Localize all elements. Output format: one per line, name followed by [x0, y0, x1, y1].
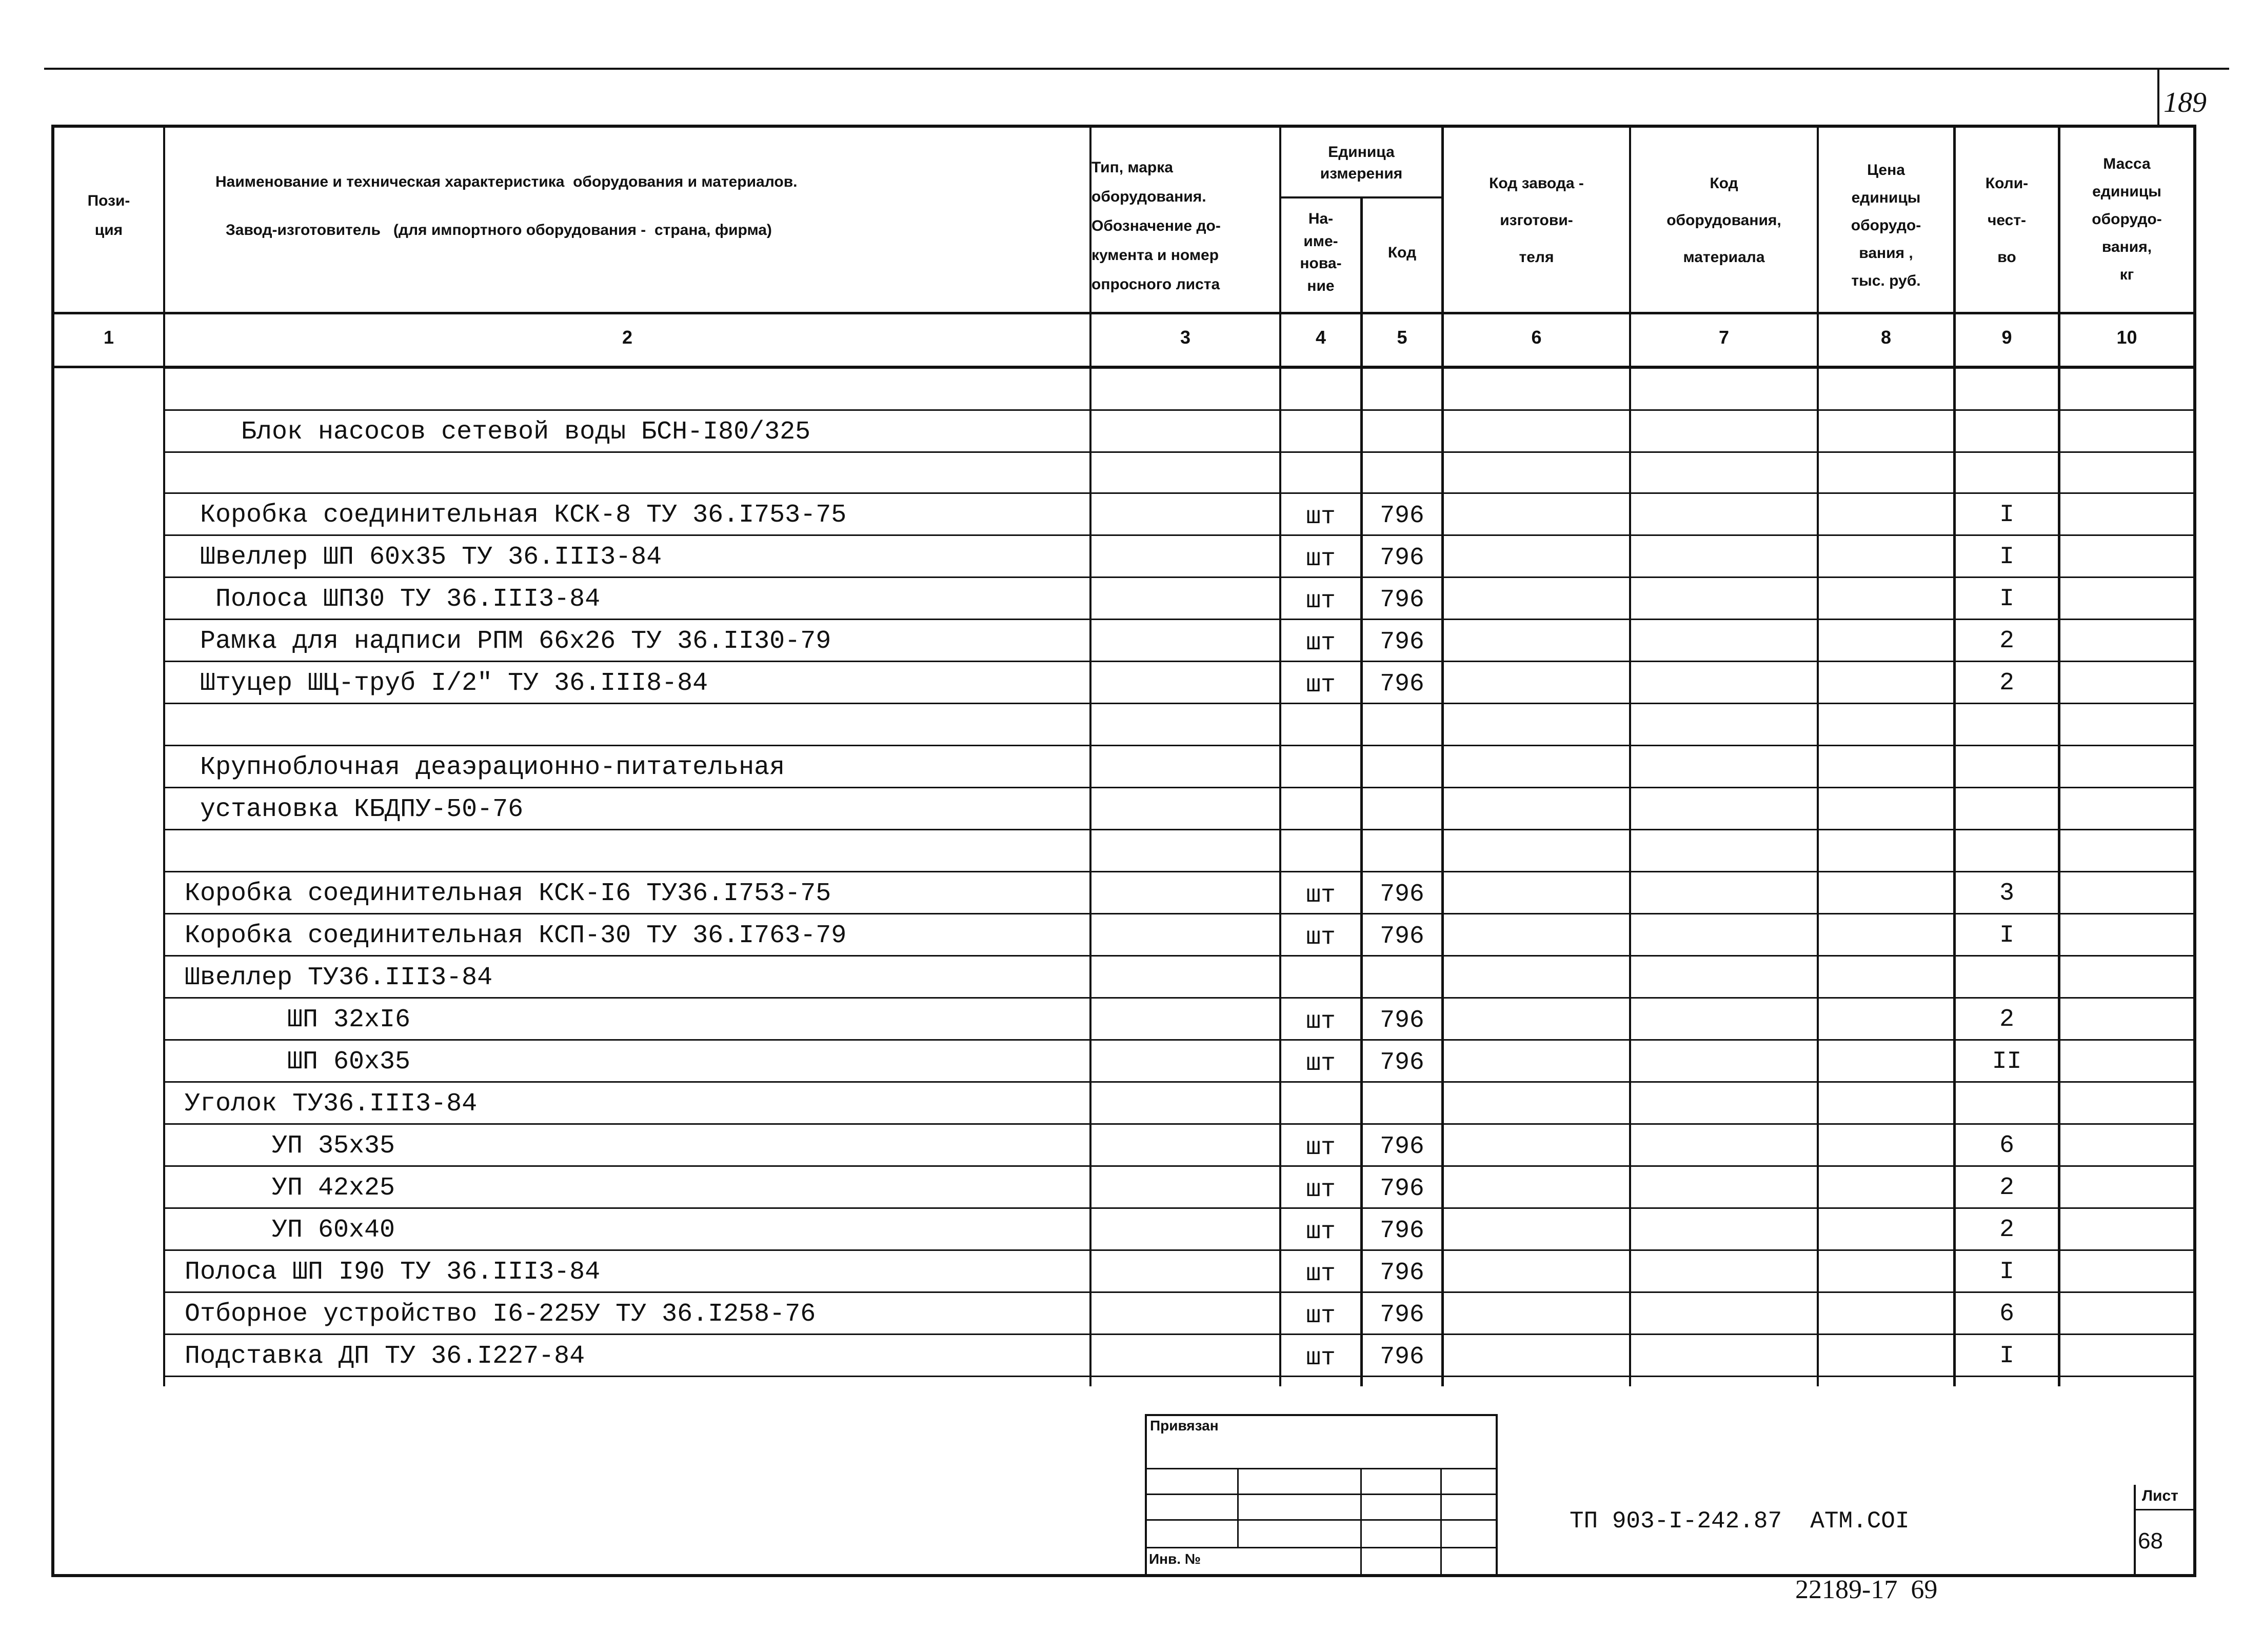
- item-name: Швеллер ТУ36.III3-84: [185, 963, 493, 992]
- row-separator: [165, 619, 2193, 620]
- item-name: УП 35х35: [272, 1131, 395, 1161]
- row-separator: [165, 576, 2193, 578]
- row-separator: [165, 913, 2193, 914]
- unit-code: 796: [1380, 628, 1424, 656]
- column-number-2: 2: [622, 327, 633, 348]
- unit-name: шт: [1306, 503, 1336, 531]
- quantity: I: [1999, 1342, 2014, 1370]
- column-number-9: 9: [2001, 327, 2012, 348]
- stamp-col-1: [1237, 1468, 1239, 1547]
- unit-code: 796: [1380, 1217, 1424, 1245]
- row-separator: [165, 492, 2193, 494]
- sheet-box-rule: [2134, 1509, 2195, 1510]
- top-rule: [44, 68, 2229, 70]
- unit-name: шт: [1306, 587, 1336, 615]
- unit-code: 796: [1380, 670, 1424, 698]
- item-name: ШП 60х35: [287, 1047, 411, 1077]
- header-bottom-rule: [51, 312, 2196, 314]
- unit-name: шт: [1306, 629, 1336, 657]
- unit-code: 796: [1380, 1049, 1424, 1077]
- item-name: Подставка ДП ТУ 36.I227-84: [185, 1342, 585, 1371]
- unit-name: шт: [1306, 1134, 1336, 1162]
- item-name: Штуцер ШЦ-труб I/2" ТУ 36.III8-84: [200, 669, 708, 698]
- unit-name: шт: [1306, 1176, 1336, 1204]
- row-separator: [165, 1249, 2193, 1251]
- stamp-top-rule: [1145, 1414, 1497, 1416]
- unit-name: шт: [1306, 924, 1336, 951]
- unit-code: 796: [1380, 586, 1424, 614]
- unit-code: 796: [1380, 502, 1424, 530]
- quantity: I: [1999, 543, 2014, 571]
- sheet-label: Лист: [2142, 1487, 2178, 1504]
- unit-code: 796: [1380, 1343, 1424, 1371]
- row-separator: [165, 703, 2193, 704]
- row-separator: [165, 1165, 2193, 1167]
- row-separator: [165, 829, 2193, 830]
- item-name: ШП 32хI6: [287, 1005, 411, 1034]
- column-number-7: 7: [1718, 327, 1730, 348]
- row-separator: [165, 1376, 2193, 1377]
- unit-code: 796: [1380, 881, 1424, 908]
- col-sep-7: [1817, 125, 1819, 1386]
- quantity: 6: [1999, 1300, 2014, 1328]
- unit-name: шт: [1306, 1302, 1336, 1330]
- row-separator: [165, 1207, 2193, 1209]
- quantity: 6: [1999, 1132, 2014, 1160]
- row-separator: [165, 661, 2193, 662]
- quantity: I: [1999, 922, 2014, 949]
- item-name: Уголок ТУ36.III3-84: [185, 1089, 478, 1119]
- inv-label: Инв. №: [1149, 1551, 1201, 1567]
- unit-code: 796: [1380, 1301, 1424, 1329]
- corner-box-left: [2157, 70, 2159, 126]
- unit-code: 796: [1380, 923, 1424, 950]
- col-sep-2: [1089, 125, 1091, 1386]
- sheet-box-left: [2134, 1485, 2136, 1576]
- item-name: Коробка соединительная КСК-I6 ТУ36.I753-75: [185, 879, 831, 908]
- quantity: 2: [1999, 1006, 2014, 1033]
- header-unit-group: Единица измерения: [1320, 144, 1403, 182]
- item-name: Отборное устройство I6-225У ТУ 36.I258-76: [185, 1300, 816, 1329]
- header-position: Пози- ция: [87, 192, 130, 238]
- unit-name: шт: [1306, 1218, 1336, 1246]
- header-unit-name: На- име- нова- ние: [1300, 210, 1342, 294]
- quantity: 2: [1999, 669, 2014, 697]
- unit-code: 796: [1380, 1259, 1424, 1287]
- column-number-5: 5: [1397, 327, 1407, 348]
- col-sep-9: [2058, 125, 2060, 1386]
- quantity: I: [1999, 1258, 2014, 1286]
- row-separator: [165, 745, 2193, 746]
- header-equipment-code: Код оборудования, материала: [1666, 175, 1781, 266]
- quantity: 2: [1999, 627, 2014, 655]
- stamp-row-4: [1145, 1547, 1497, 1548]
- header-name-line1: Наименование и техническая характеристика оборудования и материалов.: [215, 173, 798, 190]
- column-number-1: 1: [103, 327, 114, 348]
- row-separator: [165, 451, 2193, 453]
- row-separator: [165, 409, 2193, 411]
- column-number-4: 4: [1315, 327, 1326, 348]
- item-name: УП 42х25: [272, 1173, 395, 1203]
- unit-name: шт: [1306, 1008, 1336, 1036]
- item-name: Крупноблочная деаэрационно-питательная: [200, 753, 785, 782]
- header-name-line2: Завод-изготовитель (для импортного оборудования - страна, фирма): [226, 222, 772, 238]
- col-sep-5: [1441, 125, 1444, 1386]
- footer-code: 22189-17 69: [1795, 1575, 1938, 1604]
- stamp-col-3: [1440, 1468, 1442, 1576]
- unit-name: шт: [1306, 1344, 1336, 1372]
- row-separator: [165, 997, 2193, 999]
- row-separator: [165, 1291, 2193, 1293]
- header-mass: Масса единицы оборудо- вания, кг: [2092, 155, 2162, 283]
- item-name: Коробка соединительная КСП-30 ТУ 36.I763-79: [185, 921, 847, 950]
- column-number-10: 10: [2116, 327, 2137, 348]
- item-name: Блок насосов сетевой воды БСН-I80/325: [241, 417, 811, 447]
- page-corner-number: 189: [2163, 87, 2207, 118]
- header-type: Тип, марка оборудования. Обозначение до- кумента и номер опросного листа: [1091, 158, 1221, 293]
- column-number-6: 6: [1531, 327, 1542, 348]
- stamp-right-rule: [1496, 1414, 1498, 1576]
- header-factory-code: Код завода - изготови- теля: [1489, 175, 1584, 266]
- col-sep-6: [1629, 125, 1631, 1386]
- row-separator: [165, 534, 2193, 536]
- item-name: Полоса ШП30 ТУ 36.III3-84: [215, 585, 601, 614]
- unit-code: 796: [1380, 1007, 1424, 1034]
- row-separator: [165, 1039, 2193, 1041]
- stamp-row-3: [1145, 1519, 1497, 1521]
- unit-code: 796: [1380, 1175, 1424, 1203]
- stamp-row-1: [1145, 1468, 1497, 1469]
- unit-name: шт: [1306, 882, 1336, 909]
- unit-name: шт: [1306, 1050, 1336, 1078]
- item-name: Рамка для надписи РПМ 66х26 ТУ 36.II30-79: [200, 627, 831, 656]
- row-separator: [165, 955, 2193, 957]
- item-name: Швеллер ШП 60х35 ТУ 36.III3-84: [200, 543, 662, 572]
- unit-name: шт: [1306, 671, 1336, 699]
- header-quantity: Коли- чест- во: [1985, 175, 2029, 266]
- item-name: Полоса ШП I90 ТУ 36.III3-84: [185, 1258, 601, 1287]
- quantity: II: [1992, 1048, 2022, 1076]
- row-separator: [165, 367, 2193, 369]
- column-number-8: 8: [1880, 327, 1892, 348]
- row-separator: [165, 1123, 2193, 1125]
- quantity: 2: [1999, 1216, 2014, 1244]
- col-sep-1: [163, 125, 165, 1386]
- document-code: ТП 903-I-242.87 АТМ.СОI: [1570, 1508, 1910, 1535]
- column-number-3: 3: [1180, 327, 1191, 348]
- quantity: I: [1999, 585, 2014, 613]
- row-separator: [165, 787, 2193, 788]
- quantity: 2: [1999, 1174, 2014, 1202]
- item-name: УП 60х40: [272, 1216, 395, 1245]
- stamp-col-2: [1360, 1468, 1362, 1576]
- quantity: I: [1999, 501, 2014, 529]
- stamp-left-rule: [1145, 1414, 1147, 1576]
- item-name: Коробка соединительная КСК-8 ТУ 36.I753-75: [200, 501, 847, 530]
- unit-name: шт: [1306, 545, 1336, 573]
- privyazan-label: Привязан: [1150, 1418, 1219, 1434]
- row-separator: [165, 1333, 2193, 1335]
- quantity: 3: [1999, 880, 2014, 907]
- sheet-number: 68: [2138, 1528, 2163, 1554]
- unit-group-rule: [1280, 196, 1442, 198]
- unit-code: 796: [1380, 544, 1424, 572]
- header-price: Цена единицы оборудо- вания , тыс. руб.: [1851, 162, 1921, 289]
- frame-top: [51, 125, 2196, 128]
- header-unit-code: Код: [1387, 244, 1417, 261]
- item-name: установка КБДПУ-50-76: [200, 795, 524, 824]
- row-separator: [165, 871, 2193, 872]
- unit-code: 796: [1380, 1133, 1424, 1161]
- stamp-row-2: [1145, 1494, 1497, 1495]
- unit-name: шт: [1306, 1260, 1336, 1288]
- row-separator: [165, 1081, 2193, 1083]
- frame-right: [2193, 125, 2196, 1577]
